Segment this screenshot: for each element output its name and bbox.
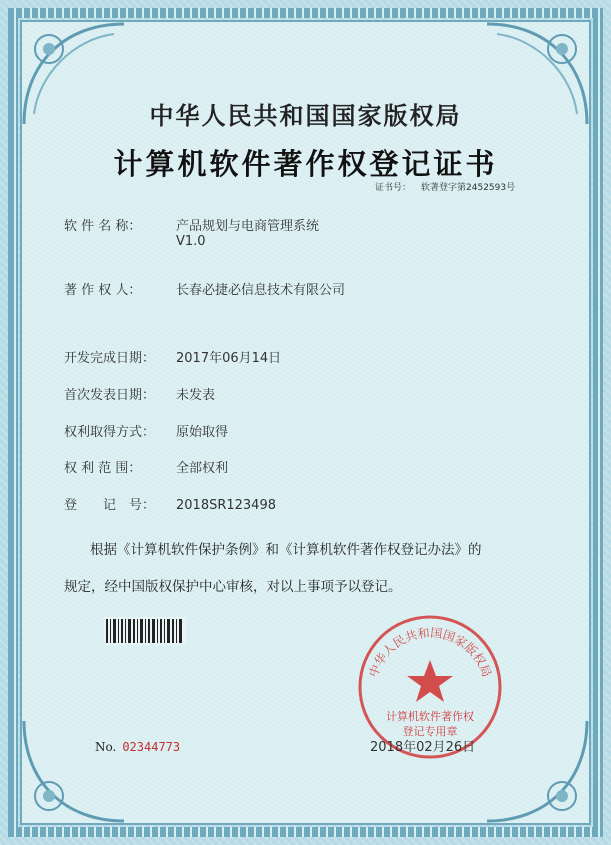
star-icon [407, 660, 453, 702]
field-label: 开发完成日期： [64, 351, 156, 366]
field-value: 长春必捷必信息技术有限公司 [176, 283, 346, 298]
field-label: 权 利 范 围： [64, 461, 142, 476]
barcode [104, 617, 186, 645]
field-rights-scope [64, 457, 228, 476]
certificate-number-label: 证书号： [375, 183, 412, 193]
serial-prefix: No. [95, 740, 117, 754]
field-value: 原始取得 [176, 425, 229, 440]
certificate-number-value: 软著登字第2452593号 [421, 183, 516, 193]
field-acquisition-method [64, 421, 228, 440]
issuing-authority: 中华人民共和国国家版权局 [149, 101, 462, 130]
field-label: 权利取得方式： [64, 425, 156, 440]
serial-number [95, 740, 180, 754]
field-completion-date [64, 347, 281, 366]
ornament-corner-bottom-left [14, 711, 134, 831]
field-value: 2018SR123498 [176, 498, 276, 513]
field-value: 全部权利 [176, 461, 229, 476]
legal-statement-line-2: 规定，经中国版权保护中心审核，对以上事项予以登记。 [64, 579, 402, 595]
field-copyright-owner [64, 279, 345, 298]
field-value: 产品规划与电商管理系统 [176, 219, 320, 234]
field-value: 未发表 [176, 388, 216, 403]
field-software-name [64, 215, 319, 234]
field-label: 首次发表日期： [64, 388, 156, 403]
field-publish-date [64, 384, 215, 403]
serial-value: 02344773 [122, 740, 181, 754]
field-registration-number [64, 494, 276, 513]
seal-ring-text: 中华人民共和国国家版权局 [366, 625, 494, 679]
certificate-number [375, 180, 515, 193]
issue-date: 2018年02月26日 [370, 740, 476, 755]
legal-statement-line-1: 根据《计算机软件保护条例》和《计算机软件著作权登记办法》的 [90, 542, 482, 558]
field-software-version: V1.0 [176, 234, 206, 249]
seal-center-line-2: 登记专用章 [402, 725, 458, 738]
field-label: 登 记 号： [64, 498, 156, 513]
certificate-title: 计算机软件著作权登记证书 [113, 147, 498, 181]
field-value: 2017年06月14日 [176, 351, 282, 366]
seal-center-line-1: 计算机软件著作权 [386, 710, 474, 723]
field-label: 软 件 名 称： [64, 219, 142, 234]
field-label: 著 作 权 人： [64, 283, 142, 298]
